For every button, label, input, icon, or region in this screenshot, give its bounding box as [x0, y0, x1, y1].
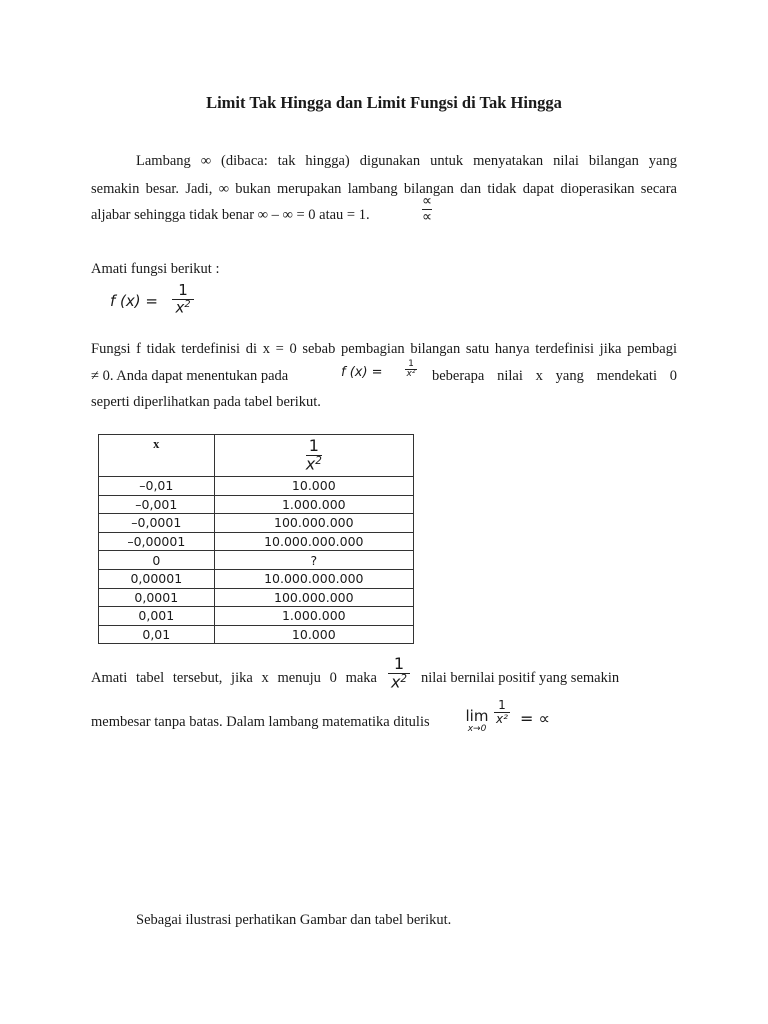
cell-x: 0,0001: [99, 588, 215, 607]
para1-line2: semakin besar. Jadi, ∞ bukan merupakan lambang bilangan dan tidak dapat dioperasikan secara: [91, 181, 677, 197]
fraction-numerator: 1: [178, 281, 188, 299]
table-header-fx: [214, 435, 413, 477]
fraction-numerator: 1: [498, 698, 506, 712]
table-row: [99, 625, 414, 644]
para2-line1: Fungsi f tidak terdefinisi di x = 0 sebab pembagian bilangan satu hanya terdefinisi jika pembagi: [91, 341, 677, 357]
fraction-denominator: $x^2$: [390, 672, 408, 692]
cell-x: 0: [99, 551, 215, 570]
table-header-row: [99, 435, 414, 477]
cell-fx: 1.000.000: [214, 607, 413, 626]
cell-x: –0,001: [99, 495, 215, 514]
cell-x: 0,01: [99, 625, 215, 644]
limit-fraction: [494, 699, 510, 725]
fraction-denominator: $x^2$: [175, 298, 191, 317]
para1-line1: Lambang ∞ (dibaca: tak hingga) digunakan untuk menyatakan nilai bilangan yang: [136, 153, 677, 169]
cell-x: –0,01: [99, 477, 215, 496]
limit-result: = ∝: [520, 709, 550, 728]
function-lhs: f (x) =: [110, 292, 158, 310]
cell-fx: 10.000: [214, 477, 413, 496]
page-title: Limit Tak Hingga dan Limit Fungsi di Tak Hingga: [206, 93, 562, 112]
para2-line2-start: ≠ 0. Anda dapat menentukan pada: [91, 368, 289, 384]
para2-line3: seperti diperlihatkan pada tabel berikut.: [91, 394, 321, 410]
function-fraction: [172, 283, 194, 316]
para4-text: membesar tanpa batas. Dalam lambang matematika ditulis: [91, 714, 430, 730]
closing-text: Sebagai ilustrasi perhatikan Gambar dan tabel berikut.: [136, 912, 452, 928]
para3-start: Amati tabel tersebut, jika x menuju 0 maka: [91, 670, 377, 686]
cell-fx: 100.000.000: [214, 588, 413, 607]
fraction-numerator: ∝: [422, 193, 433, 209]
cell-x: –0,0001: [99, 514, 215, 533]
fraction-numerator: 1: [393, 654, 405, 673]
para2-line2-end: beberapa nilai x yang mendekati 0: [432, 368, 677, 384]
header-fraction: [305, 435, 322, 474]
table-row: [99, 477, 414, 496]
table-body: [99, 477, 414, 644]
table-row: [99, 607, 414, 626]
fraction-numerator: 1: [408, 359, 414, 369]
para1-line3: aljabar sehingga tidak benar ∞ – ∞ = 0 atau = 1.: [91, 207, 370, 223]
cell-x: –0,00001: [99, 532, 215, 551]
cell-fx: 10.000.000.000: [214, 532, 413, 551]
table-header-x: x: [99, 435, 215, 477]
table-row: [99, 532, 414, 551]
table-row: [99, 569, 414, 588]
cell-x: 0,001: [99, 607, 215, 626]
cell-x: 0,00001: [99, 569, 215, 588]
values-table: [98, 434, 414, 644]
infinity-fraction: [422, 194, 432, 224]
fraction-denominator: x²: [496, 711, 508, 726]
cell-fx: 100.000.000: [214, 514, 413, 533]
cell-fx: 10.000.000.000: [214, 569, 413, 588]
table-row: [99, 495, 414, 514]
amati-fungsi-text: Amati fungsi berikut :: [91, 261, 220, 277]
para3-fraction: [388, 656, 410, 691]
fraction-numerator: 1: [308, 435, 319, 455]
cell-fx: 1.000.000: [214, 495, 413, 514]
para3-end: nilai bernilai positif yang semakin: [421, 670, 620, 686]
cell-fx: ?: [214, 551, 413, 570]
table-row: [99, 551, 414, 570]
para2-inline-fraction: [405, 360, 417, 380]
para2-inline-fx: f (x) =: [341, 365, 383, 380]
cell-fx: 10.000: [214, 625, 413, 644]
fraction-denominator: x²: [406, 369, 416, 380]
table-row: [99, 514, 414, 533]
limit-operator: lim x→0: [465, 707, 489, 734]
fraction-denominator: ∝: [422, 208, 433, 225]
table-row: [99, 588, 414, 607]
fraction-denominator: $x^2$: [305, 454, 322, 474]
